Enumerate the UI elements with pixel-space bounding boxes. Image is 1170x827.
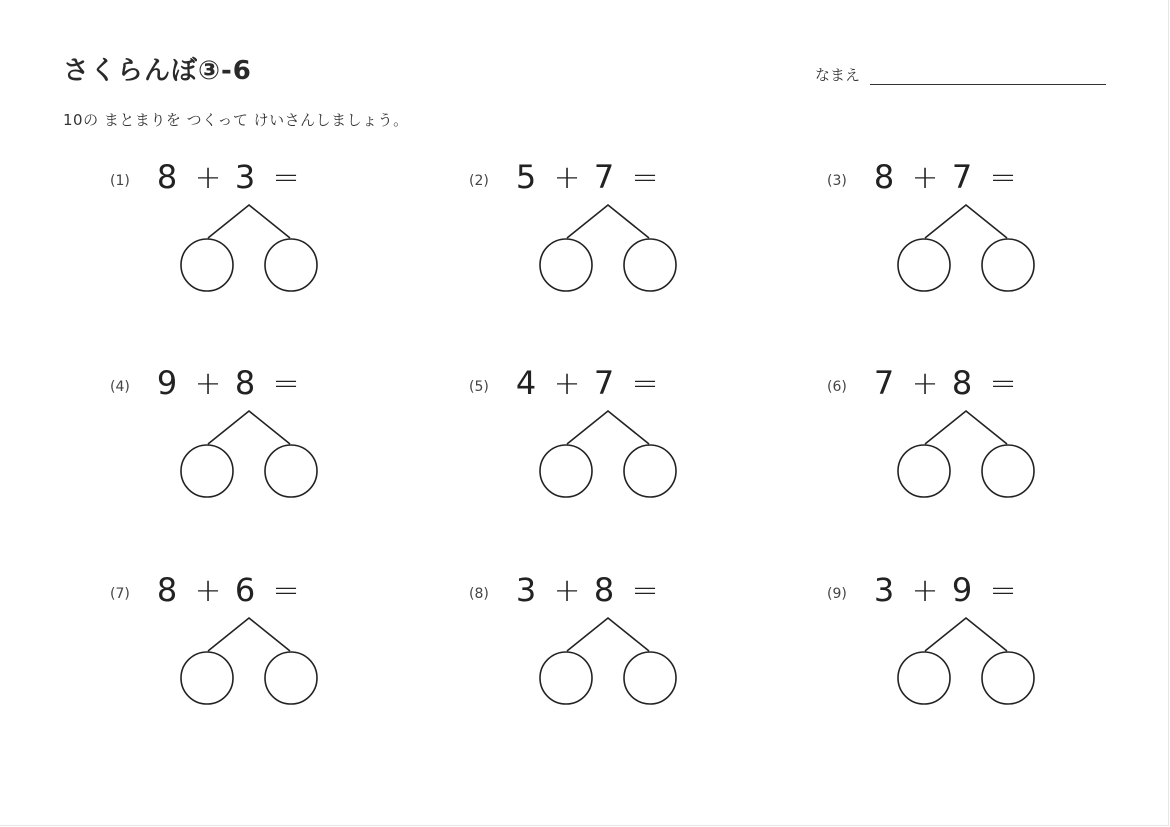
answer-circle-left[interactable]: [540, 239, 592, 291]
addend-b: 3: [234, 158, 256, 196]
name-label: なまえ: [815, 66, 861, 84]
answer-circle-right[interactable]: [265, 445, 317, 497]
cherry-diagram: [180, 607, 320, 707]
plus-sign: +: [194, 364, 222, 402]
cherry-stem: [208, 411, 290, 444]
addend-b: 7: [593, 158, 615, 196]
cherry-diagram: [539, 400, 679, 500]
equals-sign: =: [631, 158, 659, 196]
worksheet-title: さくらんぼ③-6: [63, 56, 252, 86]
answer-circle-right[interactable]: [265, 239, 317, 291]
addend-a: 9: [156, 364, 178, 402]
addend-a: 5: [515, 158, 537, 196]
problem-8: [469, 571, 729, 739]
plus-sign: +: [553, 158, 581, 196]
cherry-diagram: [539, 194, 679, 294]
addend-a: 7: [873, 364, 895, 402]
plus-sign: +: [553, 364, 581, 402]
plus-sign: +: [911, 571, 939, 609]
problem-3: [827, 158, 1087, 326]
equals-sign: =: [989, 364, 1017, 402]
problem-number: (6): [827, 379, 847, 395]
problem-number: (4): [110, 379, 130, 395]
equals-sign: =: [989, 158, 1017, 196]
cherry-stem: [567, 205, 649, 238]
addend-b: 6: [234, 571, 256, 609]
addend-a: 4: [515, 364, 537, 402]
cherry-stem: [208, 618, 290, 651]
equals-sign: =: [272, 158, 300, 196]
addend-b: 9: [951, 571, 973, 609]
cherry-diagram: [897, 400, 1037, 500]
cherry-stem: [567, 618, 649, 651]
addend-a: 8: [156, 571, 178, 609]
answer-circle-left[interactable]: [898, 239, 950, 291]
problem-1: [110, 158, 370, 326]
cherry-diagram: [180, 400, 320, 500]
plus-sign: +: [194, 571, 222, 609]
cherry-stem: [925, 205, 1007, 238]
answer-circle-right[interactable]: [265, 652, 317, 704]
addend-b: 7: [593, 364, 615, 402]
answer-circle-left[interactable]: [898, 445, 950, 497]
cherry-stem: [567, 411, 649, 444]
answer-circle-right[interactable]: [624, 239, 676, 291]
answer-circle-left[interactable]: [181, 652, 233, 704]
answer-circle-left[interactable]: [540, 445, 592, 497]
problem-6: [827, 364, 1087, 532]
equals-sign: =: [631, 571, 659, 609]
cherry-diagram: [180, 194, 320, 294]
plus-sign: +: [194, 158, 222, 196]
equals-sign: =: [631, 364, 659, 402]
answer-circle-right[interactable]: [982, 652, 1034, 704]
equals-sign: =: [989, 571, 1017, 609]
addend-a: 3: [873, 571, 895, 609]
addend-b: 8: [234, 364, 256, 402]
answer-circle-right[interactable]: [624, 652, 676, 704]
cherry-stem: [208, 205, 290, 238]
cherry-diagram: [897, 194, 1037, 294]
addend-b: 7: [951, 158, 973, 196]
cherry-diagram: [897, 607, 1037, 707]
answer-circle-left[interactable]: [181, 239, 233, 291]
problem-9: [827, 571, 1087, 739]
name-underline[interactable]: [870, 84, 1106, 85]
problem-number: (7): [110, 586, 130, 602]
plus-sign: +: [553, 571, 581, 609]
plus-sign: +: [911, 364, 939, 402]
problem-number: (3): [827, 173, 847, 189]
equals-sign: =: [272, 571, 300, 609]
addend-b: 8: [951, 364, 973, 402]
problem-7: [110, 571, 370, 739]
problem-2: [469, 158, 729, 326]
answer-circle-left[interactable]: [540, 652, 592, 704]
answer-circle-left[interactable]: [181, 445, 233, 497]
equals-sign: =: [272, 364, 300, 402]
name-field[interactable]: [815, 62, 1107, 88]
cherry-stem: [925, 618, 1007, 651]
cherry-diagram: [539, 607, 679, 707]
problem-number: (8): [469, 586, 489, 602]
addend-a: 8: [156, 158, 178, 196]
instruction-text: 10の まとまりを つくって けいさんしましょう。: [63, 111, 409, 129]
plus-sign: +: [911, 158, 939, 196]
answer-circle-right[interactable]: [624, 445, 676, 497]
problem-number: (5): [469, 379, 489, 395]
problem-number: (2): [469, 173, 489, 189]
answer-circle-right[interactable]: [982, 445, 1034, 497]
addend-a: 8: [873, 158, 895, 196]
addend-b: 8: [593, 571, 615, 609]
answer-circle-right[interactable]: [982, 239, 1034, 291]
answer-circle-left[interactable]: [898, 652, 950, 704]
problem-number: (1): [110, 173, 130, 189]
cherry-stem: [925, 411, 1007, 444]
problem-4: [110, 364, 370, 532]
problem-5: [469, 364, 729, 532]
problem-number: (9): [827, 586, 847, 602]
addend-a: 3: [515, 571, 537, 609]
